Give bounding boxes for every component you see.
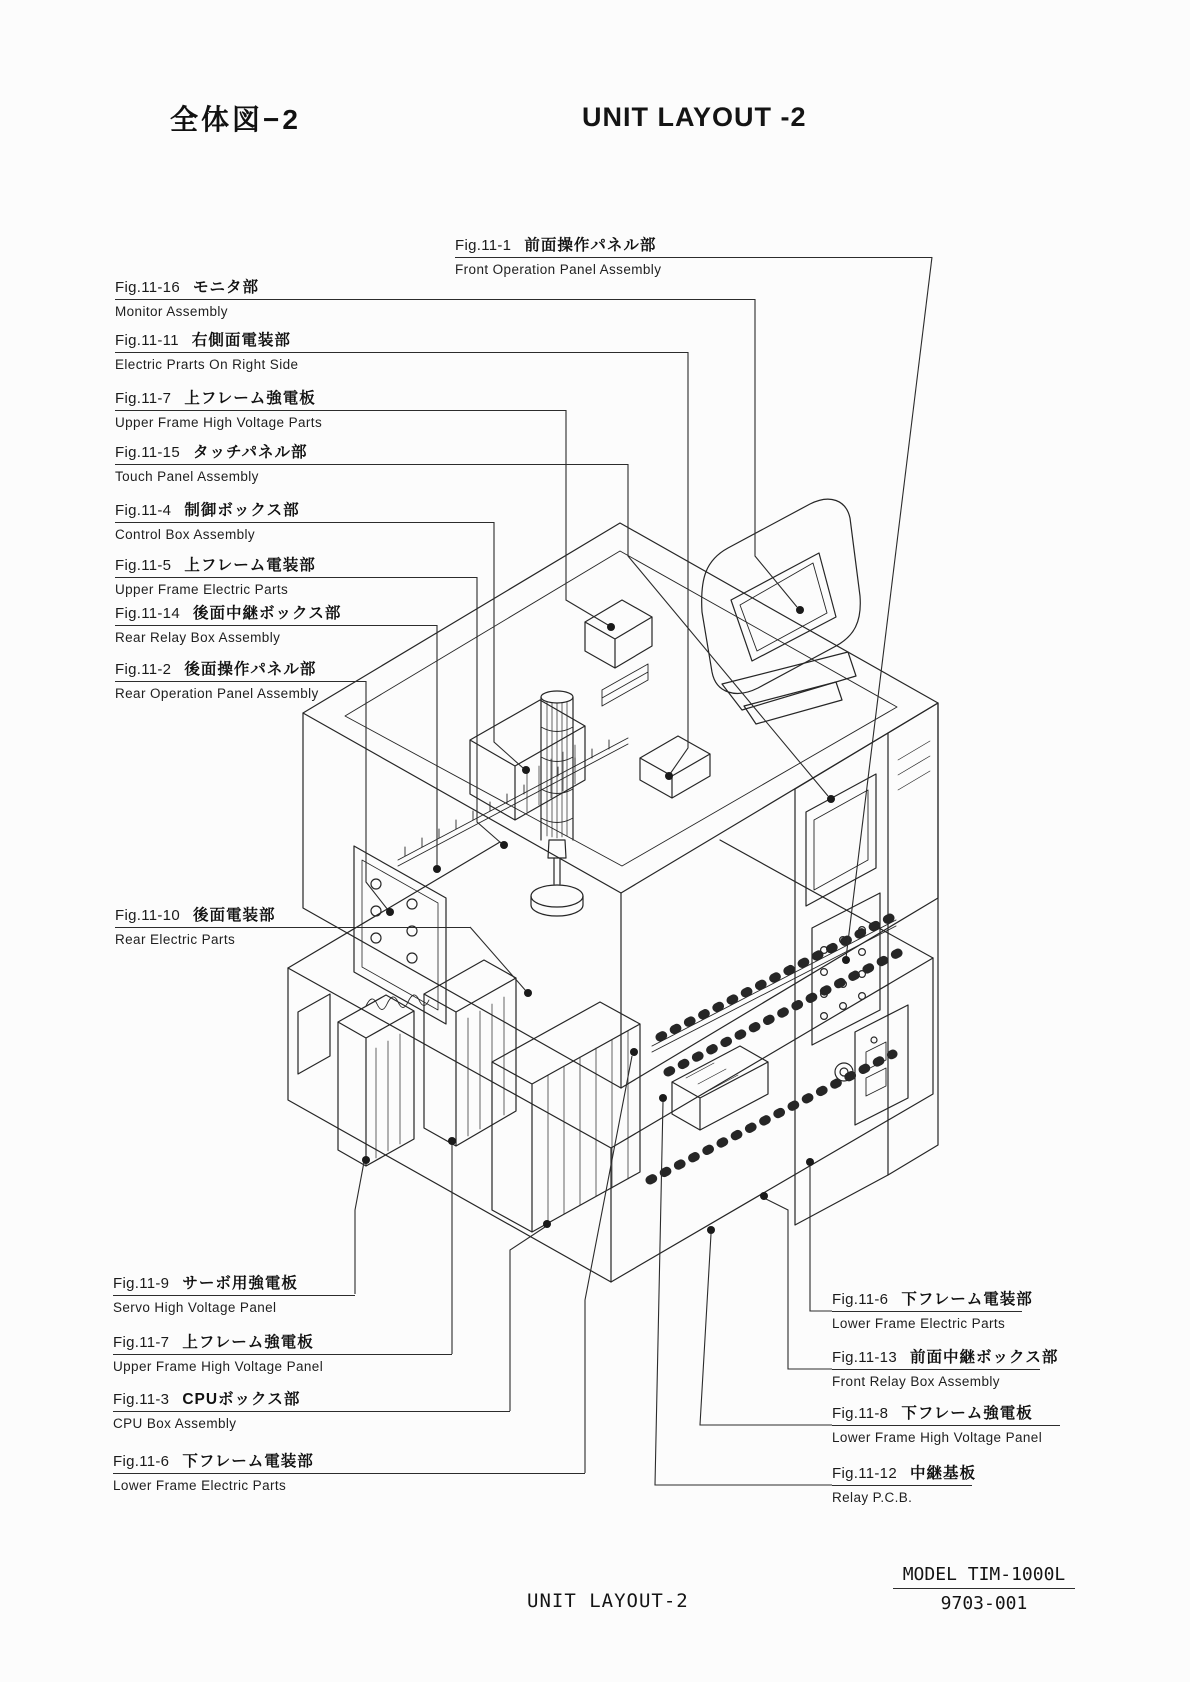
callout-underline xyxy=(832,1425,1060,1426)
label-jp: 制御ボックス部 xyxy=(184,502,300,519)
label-jp: モニタ部 xyxy=(192,279,259,296)
label-jp: CPUボックス部 xyxy=(182,1391,301,1408)
figure-ref: Fig.11-13 xyxy=(832,1349,897,1366)
callout-underline xyxy=(115,927,470,928)
callout-underline xyxy=(832,1485,972,1486)
figure-ref: Fig.11-1 xyxy=(455,237,512,254)
callout-relay-pcb xyxy=(832,1464,976,1505)
callout-underline xyxy=(113,1473,585,1474)
label-en: Electric Prarts On Right Side xyxy=(115,357,299,372)
callout-underline xyxy=(832,1311,1022,1312)
figure-ref: Fig.11-2 xyxy=(115,661,172,678)
figure-ref: Fig.11-5 xyxy=(115,557,172,574)
callout-underline xyxy=(115,681,366,682)
label-jp: 前面中継ボックス部 xyxy=(909,1349,1059,1366)
callout-underline xyxy=(113,1295,355,1296)
label-en: Touch Panel Assembly xyxy=(115,469,259,484)
callout-touch-panel xyxy=(115,443,628,484)
callout-right-side-electric xyxy=(115,331,688,372)
label-en: Control Box Assembly xyxy=(115,527,256,542)
figure-ref: Fig.11-14 xyxy=(115,605,180,622)
label-en: Lower Frame High Voltage Panel xyxy=(832,1430,1043,1445)
callout-rear-relay-box xyxy=(115,604,437,645)
callout-underline xyxy=(113,1354,452,1355)
connector-block xyxy=(672,1046,768,1130)
label-jp: 上フレーム強電板 xyxy=(182,1334,314,1351)
callout-underline xyxy=(115,625,437,626)
label-jp: 下フレーム強電板 xyxy=(901,1405,1033,1422)
label-jp: 右側面電装部 xyxy=(191,332,291,349)
figure-ref: Fig.11-10 xyxy=(115,907,180,924)
terminal-strips xyxy=(650,918,900,1180)
callout-monitor-assembly xyxy=(115,278,755,319)
callout-rear-operation-panel xyxy=(115,660,366,701)
figure-ref: Fig.11-15 xyxy=(115,444,180,461)
figure-ref: Fig.11-12 xyxy=(832,1465,897,1482)
figure-ref: Fig.11-8 xyxy=(832,1405,889,1422)
callout-upper-frame-hv-parts xyxy=(115,389,566,430)
label-en: Rear Relay Box Assembly xyxy=(115,630,281,645)
label-en: Lower Frame Electric Parts xyxy=(113,1478,287,1493)
callout-underline xyxy=(115,299,755,300)
label-jp: 上フレーム電装部 xyxy=(184,557,316,574)
callout-underline xyxy=(115,464,628,465)
callout-control-box xyxy=(115,501,494,542)
callout-underline xyxy=(455,257,932,258)
label-en: Monitor Assembly xyxy=(115,304,228,319)
label-jp: 上フレーム強電板 xyxy=(184,390,316,407)
model-number: MODEL TIM-1000L xyxy=(893,1564,1075,1589)
callout-underline xyxy=(113,1411,510,1412)
touch-panel-screen xyxy=(806,774,876,906)
label-en: Upper Frame Electric Parts xyxy=(115,582,289,597)
label-jp: 下フレーム電装部 xyxy=(901,1291,1033,1308)
footer-model-block xyxy=(893,1564,1075,1614)
callout-upper-frame-electric xyxy=(115,556,477,597)
label-jp: 後面電装部 xyxy=(192,907,276,924)
label-en: Upper Frame High Voltage Panel xyxy=(113,1359,324,1374)
figure-ref: Fig.11-3 xyxy=(113,1391,170,1408)
label-jp: 前面操作パネル部 xyxy=(524,237,657,254)
label-en: Rear Operation Panel Assembly xyxy=(115,686,319,701)
servo-units xyxy=(338,960,516,1166)
figure-ref: Fig.11-9 xyxy=(113,1275,170,1292)
document-number: 9703-001 xyxy=(940,1593,1028,1614)
label-en: Servo High Voltage Panel xyxy=(113,1300,277,1315)
callout-lower-frame-electric-right xyxy=(832,1290,1033,1331)
label-en: Lower Frame Electric Parts xyxy=(832,1316,1006,1331)
left-end-box xyxy=(298,994,330,1074)
callout-servo-hv-panel xyxy=(113,1274,355,1315)
callout-underline xyxy=(115,577,477,578)
label-en: Relay P.C.B. xyxy=(832,1490,913,1505)
callout-front-operation-panel xyxy=(455,236,932,277)
label-en: CPU Box Assembly xyxy=(113,1416,237,1431)
label-jp: 後面操作パネル部 xyxy=(184,661,317,678)
callout-upper-frame-hv-panel xyxy=(113,1333,452,1374)
callout-underline xyxy=(115,522,494,523)
label-en: Front Relay Box Assembly xyxy=(832,1374,1000,1389)
callout-lower-frame-hv-panel xyxy=(832,1404,1060,1445)
page-title-en: UNIT LAYOUT -2 xyxy=(582,102,807,132)
label-en: Front Operation Panel Assembly xyxy=(455,262,662,277)
callout-lower-frame-electric-left xyxy=(113,1452,585,1493)
figure-ref: Fig.11-11 xyxy=(115,332,179,349)
crt-monitor xyxy=(702,499,861,724)
label-en: Rear Electric Parts xyxy=(115,932,236,947)
label-jp: タッチパネル部 xyxy=(192,444,308,461)
callout-front-relay-box xyxy=(832,1348,1058,1389)
cpu-card-rack xyxy=(492,1002,640,1232)
label-en: Upper Frame High Voltage Parts xyxy=(115,415,323,430)
label-jp: 中継基板 xyxy=(909,1465,976,1482)
callout-underline xyxy=(832,1369,1040,1370)
callout-underline xyxy=(115,410,566,411)
footer-caption: UNIT LAYOUT-2 xyxy=(527,1590,689,1612)
figure-ref: Fig.11-16 xyxy=(115,279,180,296)
callout-underline xyxy=(115,352,688,353)
figure-ref: Fig.11-7 xyxy=(113,1334,170,1351)
callout-cpu-box xyxy=(113,1390,510,1431)
label-jp: サーボ用強電板 xyxy=(182,1275,298,1292)
figure-ref: Fig.11-6 xyxy=(832,1291,889,1308)
figure-ref: Fig.11-6 xyxy=(113,1453,170,1470)
callout-rear-electric xyxy=(115,906,470,947)
label-jp: 下フレーム電装部 xyxy=(182,1453,314,1470)
figure-ref: Fig.11-4 xyxy=(115,502,172,519)
deck-component-blocks xyxy=(398,600,710,866)
page-title-jp: 全体図−2 xyxy=(170,104,301,135)
figure-ref: Fig.11-7 xyxy=(115,390,172,407)
label-jp: 後面中継ボックス部 xyxy=(192,605,342,622)
